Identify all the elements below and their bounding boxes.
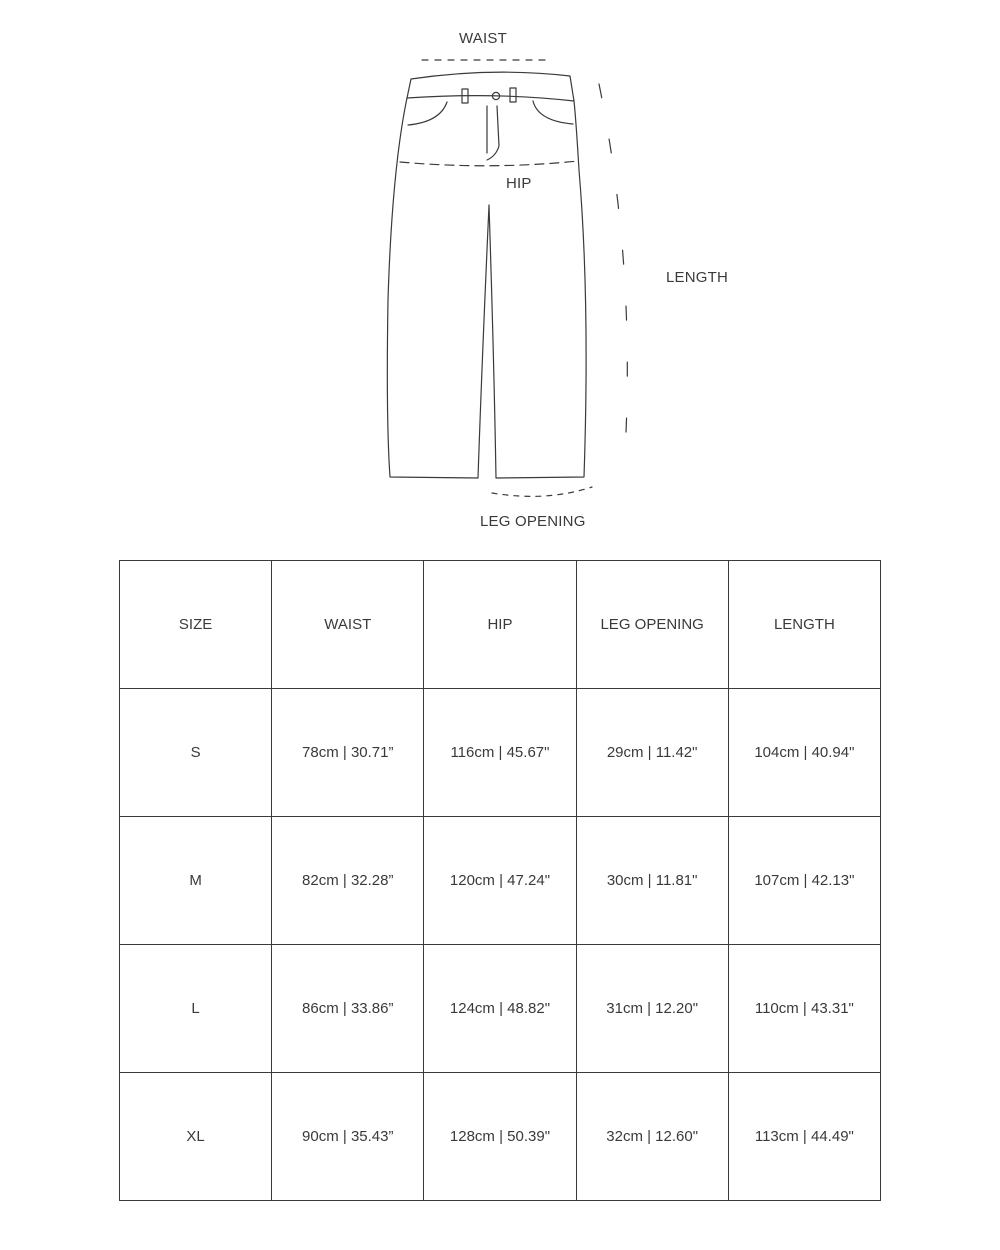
leg-opening-label: LEG OPENING (480, 513, 586, 530)
leg-opening-cell: 31cm | 12.20" (576, 945, 728, 1073)
length-label: LENGTH (666, 269, 729, 286)
size-chart-table (119, 560, 881, 1201)
belt-loop-right (510, 88, 516, 102)
pants-outline (387, 98, 586, 478)
header-hip: HIP (424, 561, 576, 689)
size-cell: XL (120, 1073, 272, 1201)
pocket-right (533, 101, 573, 124)
measurement-diagram (0, 0, 1000, 540)
leg-opening-measure-line (492, 487, 592, 496)
table-row (120, 689, 881, 817)
header-waist: WAIST (272, 561, 424, 689)
length-cell: 104cm | 40.94" (728, 689, 880, 817)
length-cell: 110cm | 43.31" (728, 945, 880, 1073)
waist-label: WAIST (459, 30, 507, 47)
header-size: SIZE (120, 561, 272, 689)
size-cell: S (120, 689, 272, 817)
length-measure-line (599, 84, 627, 470)
waist-cell: 90cm | 35.43” (272, 1073, 424, 1201)
waist-cell: 78cm | 30.71” (272, 689, 424, 817)
waistband (407, 72, 574, 101)
size-cell: L (120, 945, 272, 1073)
hip-measure-line (400, 161, 578, 166)
hip-cell: 124cm | 48.82" (424, 945, 576, 1073)
table-header-row (120, 561, 881, 689)
table-row (120, 1073, 881, 1201)
hip-cell: 116cm | 45.67" (424, 689, 576, 817)
fly-stitch (487, 106, 499, 160)
header-length: LENGTH (728, 561, 880, 689)
waist-cell: 82cm | 32.28” (272, 817, 424, 945)
leg-opening-cell: 29cm | 11.42" (576, 689, 728, 817)
length-cell: 107cm | 42.13" (728, 817, 880, 945)
table-row (120, 817, 881, 945)
table-row (120, 945, 881, 1073)
hip-cell: 120cm | 47.24" (424, 817, 576, 945)
pants-illustration (0, 0, 1000, 540)
waist-cell: 86cm | 33.86” (272, 945, 424, 1073)
leg-opening-cell: 30cm | 11.81" (576, 817, 728, 945)
length-cell: 113cm | 44.49" (728, 1073, 880, 1201)
header-leg-opening: LEG OPENING (576, 561, 728, 689)
leg-opening-cell: 32cm | 12.60" (576, 1073, 728, 1201)
pocket-left (408, 102, 447, 125)
hip-cell: 128cm | 50.39" (424, 1073, 576, 1201)
hip-label: HIP (506, 175, 532, 192)
size-cell: M (120, 817, 272, 945)
